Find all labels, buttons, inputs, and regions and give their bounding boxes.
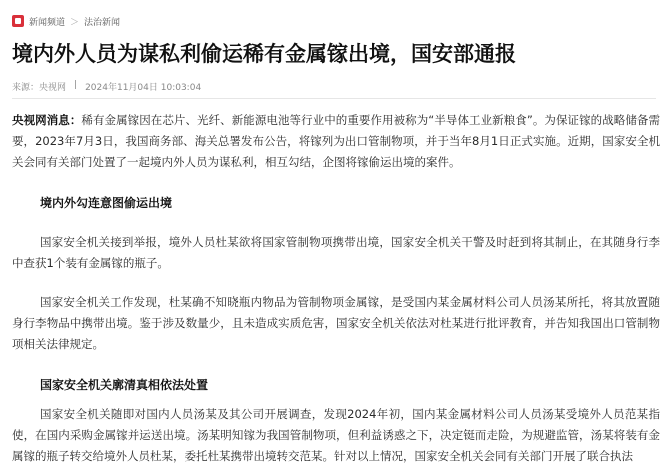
article-meta <box>12 80 201 93</box>
paragraph-2: 国家安全机关接到举报，境外人员杜某欲将国家管制物项携带出境，国家安全机关干警及时赶到将其制止，在其随身行李中查获1个装有金属镓的瓶子。 <box>12 235 660 270</box>
paragraph-4: 国家安全机关随即对国内人员汤某及其公司开展调查，发现2024年初，国内某金属材料公司人员汤某受境外人员范某指使，在国内采购金属镓并运送出境。汤某明知镓为我国管制物项，但利益诱惑之下，决定铤而走险，为规避监管，汤某将装有金属镓的瓶子转交给境外人员杜某，委托杜某携带出境转交范某。针对以上情况，国家安全机关会同有关部门开展了联合执法 <box>12 407 660 463</box>
lead-source: 央视网消息： <box>12 113 82 127</box>
breadcrumb-news-channel[interactable]: 新闻频道 <box>29 17 66 28</box>
paragraph-intro-text: 稀有金属镓因在芯片、光纤、新能源电池等行业中的重要作用被称为“半导体工业新粮食”。为保证镓的战略储备需要，2023年7月3日，我国商务部、海关总署发布公告，将镓列为出口管制物项，并于当年8月1日正式实施。近期，国家安全机关会同有关部门处置了一起境内外人员为谋私利，相互勾结，企图将镓偷运出境的案件。 <box>12 113 660 169</box>
section-heading-2: 国家安全机关廓清真相依法处置 <box>40 378 209 392</box>
breadcrumb-legal-news[interactable]: 法治新闻 <box>84 17 121 28</box>
source-info <box>12 80 66 93</box>
breadcrumb <box>12 14 120 28</box>
page-title: 境内外人员为谋私利偷运稀有金属镓出境，国安部通报 <box>12 42 516 66</box>
paragraph-3: 国家安全机关工作发现，杜某确不知晓瓶内物品为管制物项金属镓，是受国内某金属材料公司人员汤某所托，将其放置随身行李物品中携带出境。鉴于涉及数量少，且未造成实质危害，国家安全机关依法对杜某进行批评教育，并告知我国出口管制物项相关法律规定。 <box>12 295 660 351</box>
source-name: 央视网 <box>39 83 67 93</box>
meta-separator: | <box>74 80 78 90</box>
news-channel-icon <box>12 15 24 27</box>
paragraph-intro <box>12 110 660 174</box>
divider <box>12 98 656 99</box>
source-label: 来源： <box>12 83 40 93</box>
publish-datetime: 2024年11月04日 10:03:04 <box>85 83 202 93</box>
section-heading-1: 境内外勾连意图偷运出境 <box>40 196 173 210</box>
breadcrumb-separator: ＞ <box>70 17 80 28</box>
